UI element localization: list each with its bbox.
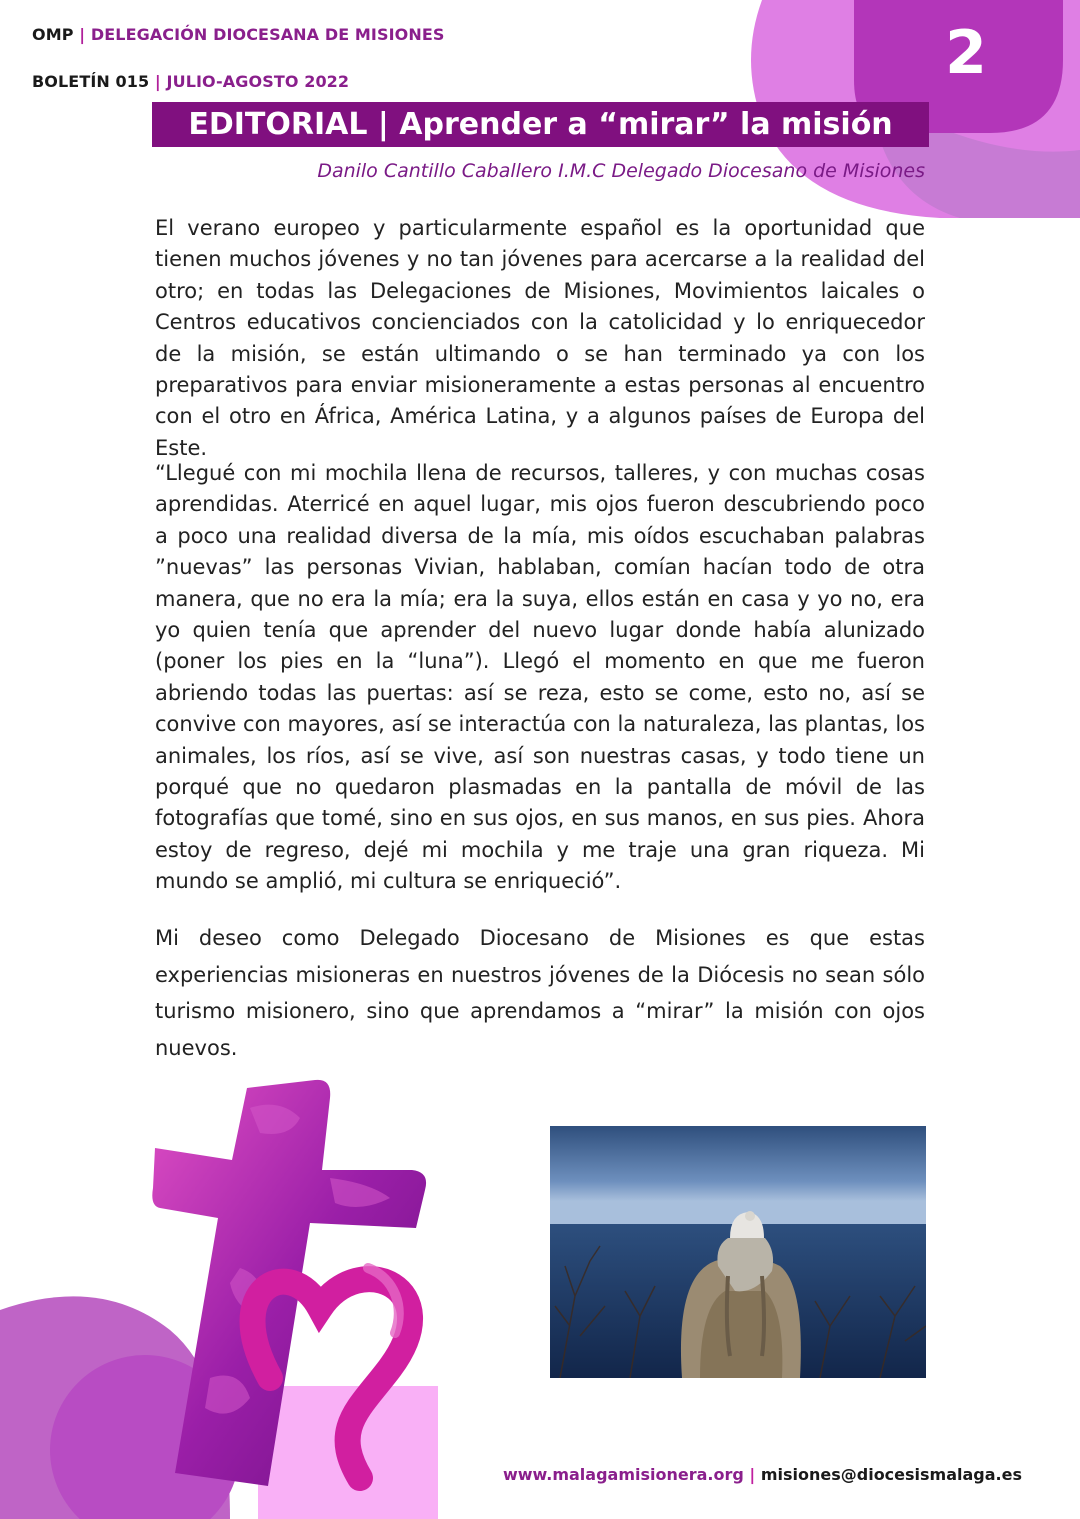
footer-separator: | <box>743 1465 761 1484</box>
article-byline: Danilo Cantillo Caballero I.M.C Delegado Diocesano de Misiones <box>317 160 925 182</box>
person-looking-at-sea-photo <box>550 1126 926 1378</box>
org-acronym: OMP <box>32 25 74 44</box>
bulletin-number: BOLETÍN 015 <box>32 72 150 91</box>
footer-contact <box>503 1465 1022 1484</box>
article-paragraph: El verano europeo y particularmente español es la oportunidad que tienen muchos jóvenes y no tan jóvenes para acercarse a la realidad del otro; en todas las Delegaciones de Misiones, Movimientos laicales o Centros educativos concienciados con la catolicidad y lo enriquecedor de la misión, se están ultimando o se han terminado ya con los preparativos para enviar misioneramente a estas personas al encuentro con el otro en África, América Latina, y a algunos países de Europa del Este. <box>155 216 925 460</box>
delegation-name: DELEGACIÓN DIOCESANA DE MISIONES <box>90 25 445 44</box>
website-link[interactable]: www.malagamisionera.org <box>502 1465 744 1484</box>
bulletin-date: JULIO-AGOSTO 2022 <box>166 72 350 91</box>
header-separator: | <box>149 72 167 91</box>
page-number: 2 <box>945 18 987 88</box>
article-title: EDITORIAL | Aprender a “mirar” la misión <box>188 107 893 142</box>
article-paragraph: Mi deseo como Delegado Diocesano de Misiones es que estas experiencias misioneras en nuestros jóvenes de la Diócesis no sean sólo turismo misionero, sino que aprendamos a “mirar” la misión con ojos nuevos. <box>155 926 925 1060</box>
header-bulletin <box>32 72 349 91</box>
header-separator: | <box>73 25 91 44</box>
header-organization <box>32 25 445 44</box>
article-title-bar <box>152 102 929 147</box>
cross-heart-logo <box>150 1078 450 1493</box>
email-link[interactable]: misiones@diocesismalaga.es <box>760 1465 1022 1484</box>
article-paragraph: “Llegué con mi mochila llena de recursos, talleres, y con muchas cosas aprendidas. Aterricé en aquel lugar, mis ojos fueron descubriendo poco a poco una realidad diversa de la mía, mis oídos escuchaban palabras ”nuevas” las personas Vivian, hablaban, comían hacían todo de otra manera, que no era la mía; era la suya, ellos están en casa y yo no, era yo quien tenía que aprender del nuevo lugar donde había alunizado (poner los pies en la “luna”). Llegó el momento en que me fueron abriendo todas las puertas: así se reza, esto se come, esto no, así se convive con mayores, así se interactúa con la naturaleza, las plantas, los animales, los ríos, así se vive, así son nuestras casas, y todo tiene un porqué que no quedaron plasmadas en la pantalla de móvil de las fotografías que tomé, sino en sus ojos, en sus manos, en sus pies. Ahora estoy de regreso, dejé mi mochila y me traje una gran riqueza. Mi mundo se amplió, mi cultura se enriqueció”. <box>155 461 925 894</box>
